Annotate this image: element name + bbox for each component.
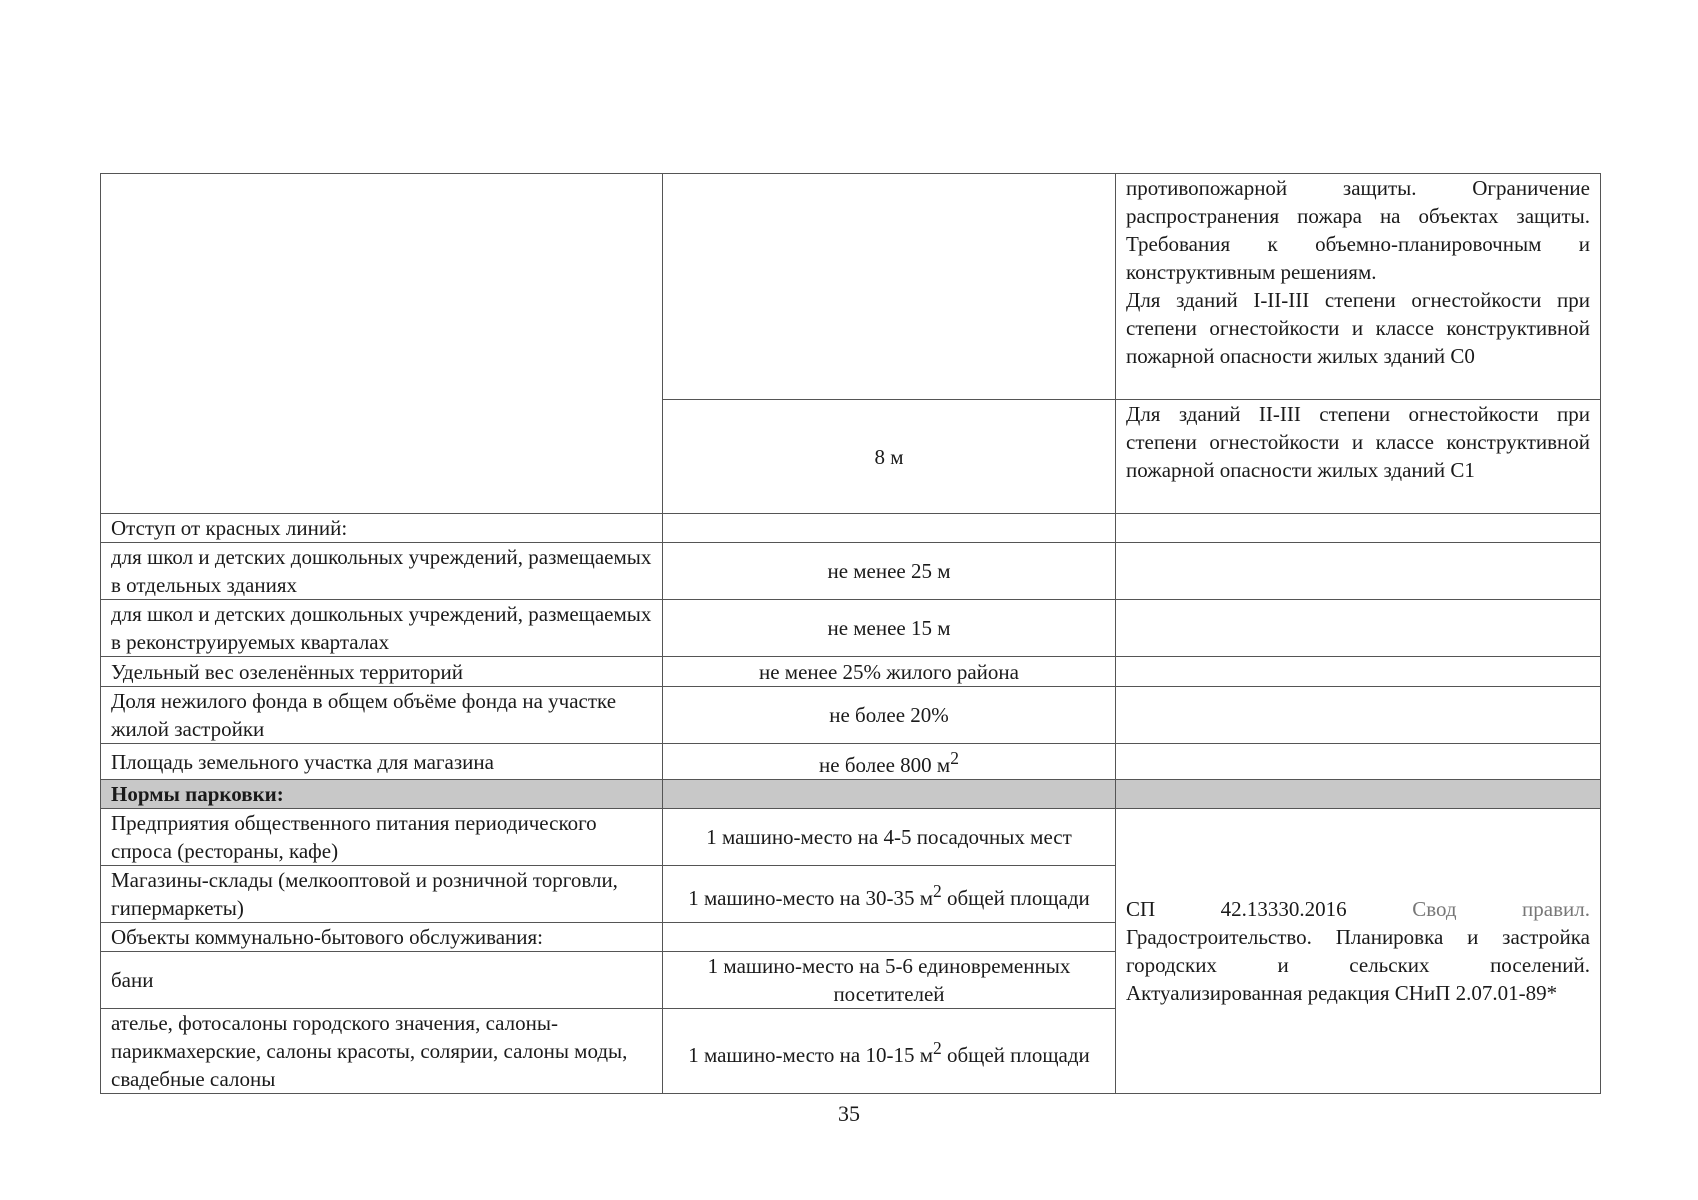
row-value-text: общей площади bbox=[941, 885, 1090, 910]
table-row bbox=[101, 514, 1601, 543]
row-value: не менее 25% жилого района bbox=[663, 657, 1116, 687]
row-label: Магазины-склады (мелкооптовой и розничной торговли, гипермаркеты) bbox=[101, 866, 663, 923]
row-label: Отступ от красных линий: bbox=[101, 514, 663, 543]
row-label: Площадь земельного участка для магазина bbox=[101, 744, 663, 780]
fire-safety-text: противопожарной защиты. Ограничение распространения пожара на объектах защиты. Требования к объемно-планировочным и конструктивным решениям. bbox=[1126, 176, 1590, 284]
fire-safety-condition-c0: Для зданий I-II-III степени огнестойкости при степени огнестойкости и классе конструктивной пожарной опасности жилых зданий С0 bbox=[1126, 288, 1590, 368]
parking-section-title: Нормы парковки: bbox=[101, 780, 663, 809]
empty-value-cell bbox=[663, 174, 1116, 400]
table-row bbox=[101, 809, 1601, 866]
table-row bbox=[101, 744, 1601, 780]
superscript: 2 bbox=[933, 880, 942, 901]
row-value bbox=[663, 514, 1116, 543]
source-title: Градостроительство. Планировка и застройка городских и сельских поселений. Актуализированная редакция СНиП 2.07.01-89* bbox=[1126, 925, 1590, 1005]
row-value: 1 машино-место на 4-5 посадочных мест bbox=[663, 809, 1116, 866]
row-note bbox=[1116, 514, 1601, 543]
row-note bbox=[1116, 657, 1601, 687]
source-reference-cell bbox=[1116, 809, 1601, 1094]
row-value-text: 1 машино-место на 30-35 м bbox=[688, 885, 933, 910]
row-value bbox=[663, 1009, 1116, 1094]
source-code: СП 42.13330.2016 bbox=[1126, 897, 1347, 921]
row-value bbox=[663, 866, 1116, 923]
row-value: не менее 25 м bbox=[663, 543, 1116, 600]
row-value: не более 20% bbox=[663, 687, 1116, 744]
regulations-table bbox=[100, 173, 1601, 1094]
row-label: Удельный вес озеленённых территорий bbox=[101, 657, 663, 687]
row-value bbox=[663, 923, 1116, 952]
superscript: 2 bbox=[933, 1037, 942, 1058]
row-value-text: общей площади bbox=[941, 1042, 1090, 1067]
row-value: не менее 15 м bbox=[663, 600, 1116, 657]
table-row bbox=[101, 657, 1601, 687]
row-label: для школ и детских дошкольных учреждений, размещаемых в отдельных зданиях bbox=[101, 543, 663, 600]
row-label: Доля нежилого фонда в общем объёме фонда на участке жилой застройки bbox=[101, 687, 663, 744]
empty-label-cell bbox=[101, 174, 663, 514]
row-value-text: не более 800 м bbox=[819, 753, 951, 777]
row-value: 1 машино-место на 5-6 единовременных посетителей bbox=[663, 952, 1116, 1009]
row-note bbox=[1116, 744, 1601, 780]
row-value-text: 1 машино-место на 10-15 м bbox=[688, 1042, 933, 1067]
fire-safety-note-cell bbox=[1116, 174, 1601, 400]
section-header-row bbox=[101, 780, 1601, 809]
row-label: для школ и детских дошкольных учреждений, размещаемых в реконструируемых кварталах bbox=[101, 600, 663, 657]
source-svod: Свод правил. bbox=[1412, 897, 1590, 921]
table-row bbox=[101, 600, 1601, 657]
row-label: Объекты коммунально-бытового обслуживания: bbox=[101, 923, 663, 952]
section-header-blank bbox=[663, 780, 1116, 809]
row-note bbox=[1116, 687, 1601, 744]
fire-safety-condition-c1: Для зданий II-III степени огнестойкости при степени огнестойкости и классе конструктивной пожарной опасности жилых зданий С1 bbox=[1116, 400, 1601, 514]
row-label: Предприятия общественного питания периодического спроса (рестораны, кафе) bbox=[101, 809, 663, 866]
row-note bbox=[1116, 543, 1601, 600]
fire-distance-value: 8 м bbox=[663, 400, 1116, 514]
row-value bbox=[663, 744, 1116, 780]
table-row bbox=[101, 687, 1601, 744]
table-row bbox=[101, 543, 1601, 600]
section-header-blank bbox=[1116, 780, 1601, 809]
row-label: ателье, фотосалоны городского значения, салоны-парикмахерские, салоны красоты, солярии, салоны моды, свадебные салоны bbox=[101, 1009, 663, 1094]
superscript: 2 bbox=[950, 748, 959, 768]
row-label: бани bbox=[101, 952, 663, 1009]
page-number: 35 bbox=[838, 1101, 860, 1126]
row-note bbox=[1116, 600, 1601, 657]
table-row bbox=[101, 174, 1601, 400]
